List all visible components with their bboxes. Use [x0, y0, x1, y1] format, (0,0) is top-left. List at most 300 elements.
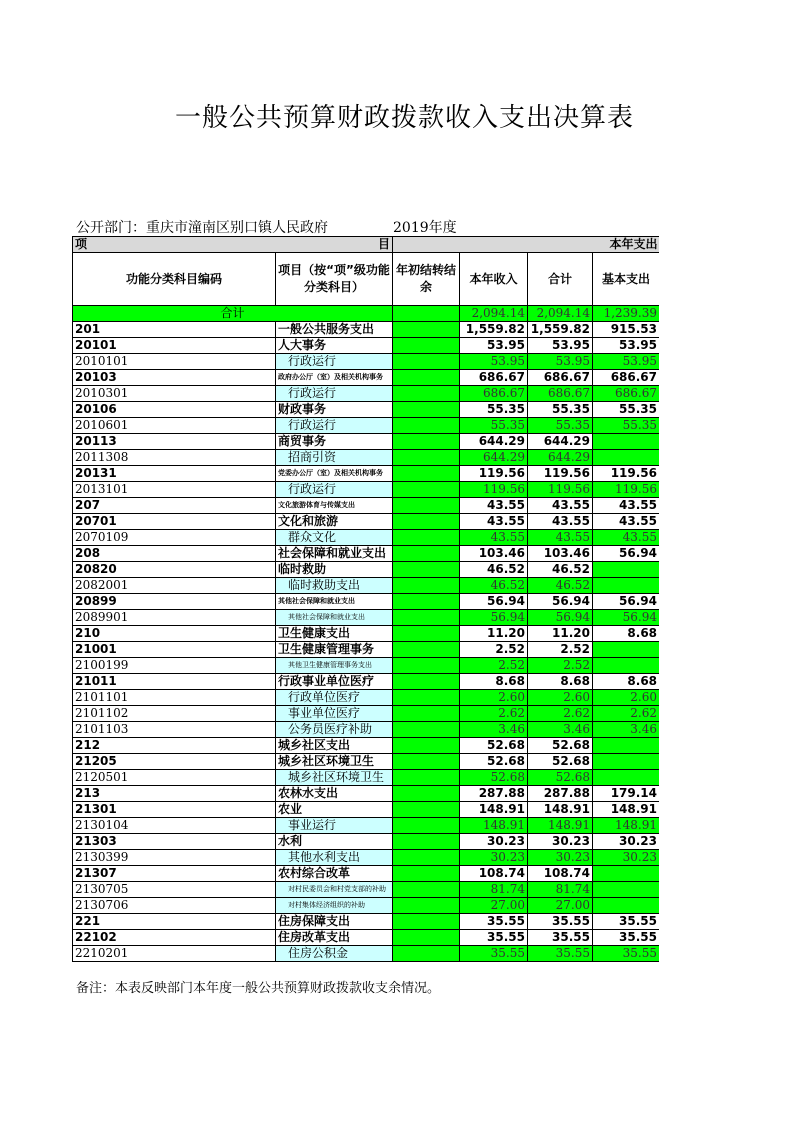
table-row — [73, 466, 660, 482]
row-basic: 35.55 — [593, 946, 660, 962]
row-item-name: 住房改革支出 — [276, 930, 393, 946]
header-item: 项目（按“项”级功能分类科目） — [276, 253, 393, 306]
row-code: 20113 — [73, 434, 276, 450]
row-income: 148.91 — [460, 802, 528, 818]
row-item-name: 其他社会保障和就业支出 — [276, 610, 393, 626]
row-carryover — [393, 786, 460, 802]
table-row — [73, 370, 660, 386]
row-income: 644.29 — [460, 450, 528, 466]
row-income: 46.52 — [460, 578, 528, 594]
row-income: 1,559.82 — [460, 322, 528, 338]
row-total: 30.23 — [528, 834, 593, 850]
row-income: 30.23 — [460, 834, 528, 850]
row-carryover — [393, 546, 460, 562]
row-income: 30.23 — [460, 850, 528, 866]
table-row — [73, 482, 660, 498]
row-total: 30.23 — [528, 850, 593, 866]
row-total: 287.88 — [528, 786, 593, 802]
total-basic: 1,239.39 — [593, 306, 660, 322]
row-item-name: 城乡社区环境卫生 — [276, 754, 393, 770]
row-income: 2.60 — [460, 690, 528, 706]
row-code: 20131 — [73, 466, 276, 482]
table-row — [73, 594, 660, 610]
row-carryover — [393, 722, 460, 738]
row-item-name: 行政事业单位医疗 — [276, 674, 393, 690]
row-code: 201 — [73, 322, 276, 338]
row-item-name: 住房保障支出 — [276, 914, 393, 930]
row-item-name: 人大事务 — [276, 338, 393, 354]
row-income: 3.46 — [460, 722, 528, 738]
row-total: 108.74 — [528, 866, 593, 882]
row-basic — [593, 642, 660, 658]
row-total: 46.52 — [528, 578, 593, 594]
row-carryover — [393, 498, 460, 514]
row-item-name: 水利 — [276, 834, 393, 850]
row-total: 644.29 — [528, 434, 593, 450]
row-code: 2011308 — [73, 450, 276, 466]
row-basic — [593, 898, 660, 914]
row-total: 644.29 — [528, 450, 593, 466]
row-total: 56.94 — [528, 594, 593, 610]
row-income: 53.95 — [460, 354, 528, 370]
row-basic: 148.91 — [593, 802, 660, 818]
row-carryover — [393, 642, 460, 658]
row-income: 52.68 — [460, 754, 528, 770]
row-basic: 686.67 — [593, 386, 660, 402]
total-total: 2,094.14 — [528, 306, 593, 322]
row-carryover — [393, 818, 460, 834]
row-code: 2010601 — [73, 418, 276, 434]
row-carryover — [393, 914, 460, 930]
row-total: 2.52 — [528, 658, 593, 674]
row-total: 11.20 — [528, 626, 593, 642]
row-basic: 35.55 — [593, 914, 660, 930]
row-basic: 8.68 — [593, 626, 660, 642]
row-item-name: 公务员医疗补助 — [276, 722, 393, 738]
table-row — [73, 946, 660, 962]
table-row — [73, 930, 660, 946]
row-basic — [593, 738, 660, 754]
row-carryover — [393, 930, 460, 946]
row-basic: 30.23 — [593, 834, 660, 850]
row-total: 35.55 — [528, 930, 593, 946]
row-carryover — [393, 834, 460, 850]
row-code: 20103 — [73, 370, 276, 386]
row-total: 686.67 — [528, 386, 593, 402]
row-income: 55.35 — [460, 402, 528, 418]
table-row — [73, 658, 660, 674]
row-carryover — [393, 882, 460, 898]
row-carryover — [393, 626, 460, 642]
row-total: 55.35 — [528, 402, 593, 418]
row-total: 35.55 — [528, 946, 593, 962]
row-basic: 119.56 — [593, 482, 660, 498]
row-basic: 43.55 — [593, 514, 660, 530]
row-code: 21307 — [73, 866, 276, 882]
table-row — [73, 530, 660, 546]
table-row — [73, 690, 660, 706]
table-row — [73, 882, 660, 898]
row-code: 2210201 — [73, 946, 276, 962]
row-total: 686.67 — [528, 370, 593, 386]
row-carryover — [393, 370, 460, 386]
row-item-name: 事业运行 — [276, 818, 393, 834]
row-item-name: 临时救助 — [276, 562, 393, 578]
row-code: 21301 — [73, 802, 276, 818]
row-code: 2070109 — [73, 530, 276, 546]
row-item-name: 商贸事务 — [276, 434, 393, 450]
table-row — [73, 402, 660, 418]
header-mu: 目 — [276, 237, 393, 253]
row-code: 2010301 — [73, 386, 276, 402]
row-carryover — [393, 898, 460, 914]
row-carryover — [393, 738, 460, 754]
row-carryover — [393, 802, 460, 818]
row-carryover — [393, 354, 460, 370]
header-carryover: 年初结转结余 — [393, 253, 460, 306]
row-code: 21001 — [73, 642, 276, 658]
row-code: 2130104 — [73, 818, 276, 834]
header-blank-2 — [460, 237, 528, 253]
table-row — [73, 578, 660, 594]
row-total: 43.55 — [528, 530, 593, 546]
row-item-name: 政府办公厅（室）及相关机构事务 — [276, 370, 393, 386]
row-income: 2.52 — [460, 642, 528, 658]
row-basic: 686.67 — [593, 370, 660, 386]
total-income: 2,094.14 — [460, 306, 528, 322]
row-total: 43.55 — [528, 498, 593, 514]
row-code: 213 — [73, 786, 276, 802]
table-row — [73, 786, 660, 802]
row-basic: 915.53 — [593, 322, 660, 338]
row-code: 20101 — [73, 338, 276, 354]
table-row — [73, 322, 660, 338]
table-row — [73, 770, 660, 786]
table-row — [73, 674, 660, 690]
row-basic — [593, 658, 660, 674]
row-total: 53.95 — [528, 338, 593, 354]
table-row — [73, 898, 660, 914]
row-basic: 43.55 — [593, 498, 660, 514]
row-item-name: 对村民委员会和村党支部的补助 — [276, 882, 393, 898]
row-income: 119.56 — [460, 466, 528, 482]
row-carryover — [393, 434, 460, 450]
row-item-name: 临时救助支出 — [276, 578, 393, 594]
row-total: 52.68 — [528, 754, 593, 770]
header-xiang: 项 — [73, 237, 276, 253]
table-row — [73, 386, 660, 402]
row-code: 212 — [73, 738, 276, 754]
row-total: 56.94 — [528, 610, 593, 626]
row-total: 103.46 — [528, 546, 593, 562]
table-row — [73, 514, 660, 530]
row-item-name: 党委办公厅（室）及相关机构事务 — [276, 466, 393, 482]
row-income: 52.68 — [460, 738, 528, 754]
row-code: 2100199 — [73, 658, 276, 674]
budget-table — [72, 236, 659, 962]
header-code: 功能分类科目编码 — [73, 253, 276, 306]
total-label: 合计 — [73, 306, 393, 322]
report-title: 一般公共预算财政拨款收入支出决算表 — [175, 103, 635, 133]
row-code: 2082001 — [73, 578, 276, 594]
row-carryover — [393, 754, 460, 770]
row-item-name: 文化旅游体育与传媒支出 — [276, 498, 393, 514]
row-code: 2101101 — [73, 690, 276, 706]
row-basic: 43.55 — [593, 530, 660, 546]
row-item-name: 卫生健康支出 — [276, 626, 393, 642]
header-total: 合计 — [528, 253, 593, 306]
row-code: 20820 — [73, 562, 276, 578]
row-item-name: 财政事务 — [276, 402, 393, 418]
row-income: 52.68 — [460, 770, 528, 786]
total-row — [73, 306, 660, 322]
row-total: 148.91 — [528, 802, 593, 818]
row-code: 22102 — [73, 930, 276, 946]
row-income: 81.74 — [460, 882, 528, 898]
row-income: 55.35 — [460, 418, 528, 434]
row-code: 2010101 — [73, 354, 276, 370]
row-basic — [593, 754, 660, 770]
row-total: 52.68 — [528, 738, 593, 754]
row-carryover — [393, 770, 460, 786]
row-basic: 119.56 — [593, 466, 660, 482]
row-carryover — [393, 514, 460, 530]
row-income: 56.94 — [460, 594, 528, 610]
row-item-name: 农村综合改革 — [276, 866, 393, 882]
row-total: 119.56 — [528, 466, 593, 482]
row-income: 46.52 — [460, 562, 528, 578]
table-row — [73, 722, 660, 738]
header-current-expense: 本年支出 — [528, 237, 660, 253]
row-income: 2.52 — [460, 658, 528, 674]
row-basic: 53.95 — [593, 354, 660, 370]
row-income: 8.68 — [460, 674, 528, 690]
row-income: 35.55 — [460, 946, 528, 962]
table-row — [73, 802, 660, 818]
row-income: 11.20 — [460, 626, 528, 642]
row-income: 43.55 — [460, 530, 528, 546]
row-item-name: 农业 — [276, 802, 393, 818]
table-row — [73, 626, 660, 642]
row-code: 21303 — [73, 834, 276, 850]
table-row — [73, 562, 660, 578]
row-total: 119.56 — [528, 482, 593, 498]
row-income: 56.94 — [460, 610, 528, 626]
header-income: 本年收入 — [460, 253, 528, 306]
row-item-name: 行政单位医疗 — [276, 690, 393, 706]
row-basic: 179.14 — [593, 786, 660, 802]
row-basic — [593, 450, 660, 466]
row-carryover — [393, 402, 460, 418]
row-carryover — [393, 322, 460, 338]
row-code: 2101103 — [73, 722, 276, 738]
row-item-name: 行政运行 — [276, 386, 393, 402]
row-carryover — [393, 482, 460, 498]
row-income: 27.00 — [460, 898, 528, 914]
table-container — [72, 236, 659, 962]
row-total: 55.35 — [528, 418, 593, 434]
row-income: 43.55 — [460, 514, 528, 530]
header-basic: 基本支出 — [593, 253, 660, 306]
row-code: 2130399 — [73, 850, 276, 866]
row-code: 2101102 — [73, 706, 276, 722]
table-row — [73, 450, 660, 466]
table-row — [73, 642, 660, 658]
row-item-name: 行政运行 — [276, 482, 393, 498]
row-total: 1,559.82 — [528, 322, 593, 338]
row-code: 207 — [73, 498, 276, 514]
row-basic: 30.23 — [593, 850, 660, 866]
row-carryover — [393, 466, 460, 482]
row-total: 148.91 — [528, 818, 593, 834]
row-basic: 56.94 — [593, 594, 660, 610]
row-carryover — [393, 338, 460, 354]
row-income: 103.46 — [460, 546, 528, 562]
row-basic — [593, 770, 660, 786]
row-carryover — [393, 578, 460, 594]
row-basic: 55.35 — [593, 402, 660, 418]
row-code: 208 — [73, 546, 276, 562]
table-row — [73, 818, 660, 834]
row-item-name: 群众文化 — [276, 530, 393, 546]
row-item-name: 对村集体经济组织的补助 — [276, 898, 393, 914]
row-income: 35.55 — [460, 914, 528, 930]
table-row — [73, 914, 660, 930]
row-carryover — [393, 386, 460, 402]
row-income: 287.88 — [460, 786, 528, 802]
table-row — [73, 418, 660, 434]
row-carryover — [393, 706, 460, 722]
row-income: 148.91 — [460, 818, 528, 834]
row-income: 43.55 — [460, 498, 528, 514]
row-item-name: 城乡社区支出 — [276, 738, 393, 754]
row-carryover — [393, 850, 460, 866]
row-total: 81.74 — [528, 882, 593, 898]
row-basic — [593, 578, 660, 594]
total-carryover — [393, 306, 460, 322]
row-item-name: 招商引资 — [276, 450, 393, 466]
row-total: 2.62 — [528, 706, 593, 722]
row-item-name: 农林水支出 — [276, 786, 393, 802]
row-income: 2.62 — [460, 706, 528, 722]
row-total: 43.55 — [528, 514, 593, 530]
row-income: 686.67 — [460, 386, 528, 402]
row-total: 46.52 — [528, 562, 593, 578]
row-item-name: 社会保障和就业支出 — [276, 546, 393, 562]
row-code: 2120501 — [73, 770, 276, 786]
row-income: 644.29 — [460, 434, 528, 450]
row-basic — [593, 866, 660, 882]
row-total: 35.55 — [528, 914, 593, 930]
row-basic: 55.35 — [593, 418, 660, 434]
department-label: 公开部门：重庆市潼南区别口镇人民政府 — [76, 220, 328, 236]
row-total: 8.68 — [528, 674, 593, 690]
row-code: 20701 — [73, 514, 276, 530]
row-code: 221 — [73, 914, 276, 930]
row-item-name: 其他社会保障和就业支出 — [276, 594, 393, 610]
row-carryover — [393, 610, 460, 626]
row-code: 2089901 — [73, 610, 276, 626]
row-total: 2.60 — [528, 690, 593, 706]
row-basic: 56.94 — [593, 546, 660, 562]
row-basic: 148.91 — [593, 818, 660, 834]
header-blank-1 — [393, 237, 460, 253]
table-row — [73, 866, 660, 882]
row-item-name: 住房公积金 — [276, 946, 393, 962]
row-carryover — [393, 418, 460, 434]
row-basic: 2.60 — [593, 690, 660, 706]
row-carryover — [393, 946, 460, 962]
table-row — [73, 610, 660, 626]
row-item-name: 城乡社区环境卫生 — [276, 770, 393, 786]
row-basic — [593, 434, 660, 450]
row-income: 53.95 — [460, 338, 528, 354]
row-code: 20899 — [73, 594, 276, 610]
row-code: 21205 — [73, 754, 276, 770]
table-row — [73, 738, 660, 754]
table-row — [73, 434, 660, 450]
row-carryover — [393, 690, 460, 706]
row-carryover — [393, 658, 460, 674]
row-basic: 3.46 — [593, 722, 660, 738]
row-income: 35.55 — [460, 930, 528, 946]
row-carryover — [393, 866, 460, 882]
row-basic: 56.94 — [593, 610, 660, 626]
fiscal-year: 2019年度 — [393, 220, 457, 236]
row-basic: 2.62 — [593, 706, 660, 722]
row-total: 53.95 — [528, 354, 593, 370]
row-carryover — [393, 674, 460, 690]
row-carryover — [393, 562, 460, 578]
row-total: 2.52 — [528, 642, 593, 658]
row-income: 119.56 — [460, 482, 528, 498]
row-basic: 35.55 — [593, 930, 660, 946]
row-item-name: 卫生健康管理事务 — [276, 642, 393, 658]
row-carryover — [393, 450, 460, 466]
row-item-name: 行政运行 — [276, 354, 393, 370]
row-total: 52.68 — [528, 770, 593, 786]
row-carryover — [393, 594, 460, 610]
row-basic: 53.95 — [593, 338, 660, 354]
table-row — [73, 338, 660, 354]
row-item-name: 事业单位医疗 — [276, 706, 393, 722]
row-basic — [593, 882, 660, 898]
table-row — [73, 706, 660, 722]
row-item-name: 文化和旅游 — [276, 514, 393, 530]
row-code: 210 — [73, 626, 276, 642]
row-total: 27.00 — [528, 898, 593, 914]
table-row — [73, 834, 660, 850]
row-income: 108.74 — [460, 866, 528, 882]
row-code: 2130706 — [73, 898, 276, 914]
table-row — [73, 498, 660, 514]
table-row — [73, 754, 660, 770]
row-item-name: 其他水利支出 — [276, 850, 393, 866]
row-carryover — [393, 530, 460, 546]
row-basic: 8.68 — [593, 674, 660, 690]
row-code: 2130705 — [73, 882, 276, 898]
row-item-name: 一般公共服务支出 — [276, 322, 393, 338]
table-row — [73, 850, 660, 866]
row-item-name: 行政运行 — [276, 418, 393, 434]
row-total: 3.46 — [528, 722, 593, 738]
footnote: 备注：本表反映部门本年度一般公共预算财政拨款收支余情况。 — [76, 981, 441, 996]
table-row — [73, 354, 660, 370]
row-item-name: 其他卫生健康管理事务支出 — [276, 658, 393, 674]
row-code: 21011 — [73, 674, 276, 690]
row-income: 686.67 — [460, 370, 528, 386]
row-code: 20106 — [73, 402, 276, 418]
